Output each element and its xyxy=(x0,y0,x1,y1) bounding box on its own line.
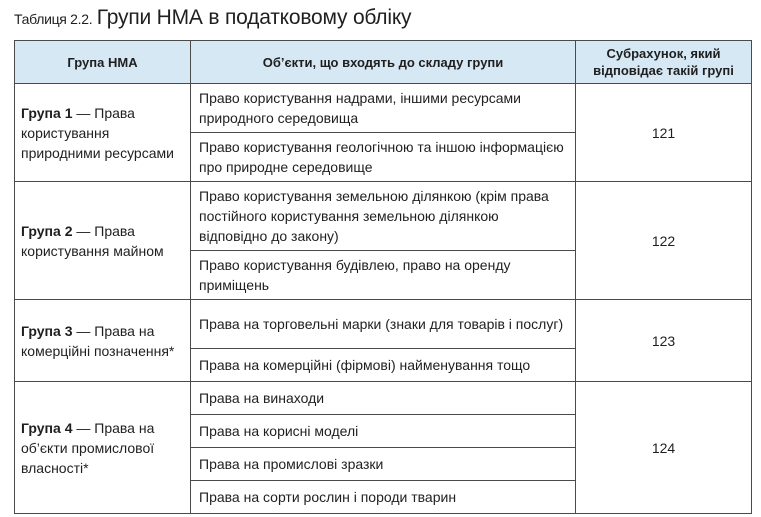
group-number: Група 1 xyxy=(21,104,73,121)
group-cell xyxy=(15,182,191,300)
table-row xyxy=(15,84,752,133)
object-cell: Право користування земельною ділянкою (крім права постійного користування земельною ділянкою відповідно до закону) xyxy=(191,182,576,251)
group-number: Група 4 xyxy=(21,419,73,436)
object-cell: Право користування будівлею, право на оренду приміщень xyxy=(191,251,576,300)
object-cell: Права на сорти рослин і породи тварин xyxy=(191,481,576,514)
group-description: — Права на об’єкти промислової власності* xyxy=(21,419,155,476)
table-caption xyxy=(14,6,411,30)
group-cell xyxy=(15,300,191,382)
account-cell: 123 xyxy=(576,300,752,382)
header-account: Субрахунок, який відповідає такій групі xyxy=(576,41,752,84)
object-cell: Права на винаходи xyxy=(191,382,576,415)
group-description: — Права на комерційні позначення* xyxy=(21,322,175,359)
header-group: Група НМА xyxy=(15,41,191,84)
nma-groups-table xyxy=(14,40,752,514)
object-cell: Права на торговельні марки (знаки для товарів і послуг) xyxy=(191,300,576,349)
account-cell: 124 xyxy=(576,382,752,514)
object-cell: Право користування надрами, іншими ресурсами природного середовища xyxy=(191,84,576,133)
group-description: — Права користування природними ресурсами xyxy=(21,104,174,161)
header-row xyxy=(15,41,752,84)
header-objects: Об’єкти, що входять до складу групи xyxy=(191,41,576,84)
table-number: Таблиця 2.2. xyxy=(14,11,93,27)
group-cell xyxy=(15,84,191,182)
table-title: Групи НМА в податковому обліку xyxy=(96,6,412,29)
object-cell: Права на промислові зразки xyxy=(191,448,576,481)
group-number: Група 2 xyxy=(21,222,73,239)
table-row xyxy=(15,382,752,415)
object-cell: Права на комерційні (фірмові) найменування тощо xyxy=(191,349,576,382)
group-number: Група 3 xyxy=(21,322,73,339)
account-cell: 121 xyxy=(576,84,752,182)
object-cell: Права на корисні моделі xyxy=(191,415,576,448)
account-cell: 122 xyxy=(576,182,752,300)
table-row xyxy=(15,300,752,349)
object-cell: Право користування геологічною та іншою інформацією про природне середовище xyxy=(191,133,576,182)
table-row xyxy=(15,182,752,251)
group-description: — Права користування майном xyxy=(21,222,164,259)
group-cell xyxy=(15,382,191,514)
